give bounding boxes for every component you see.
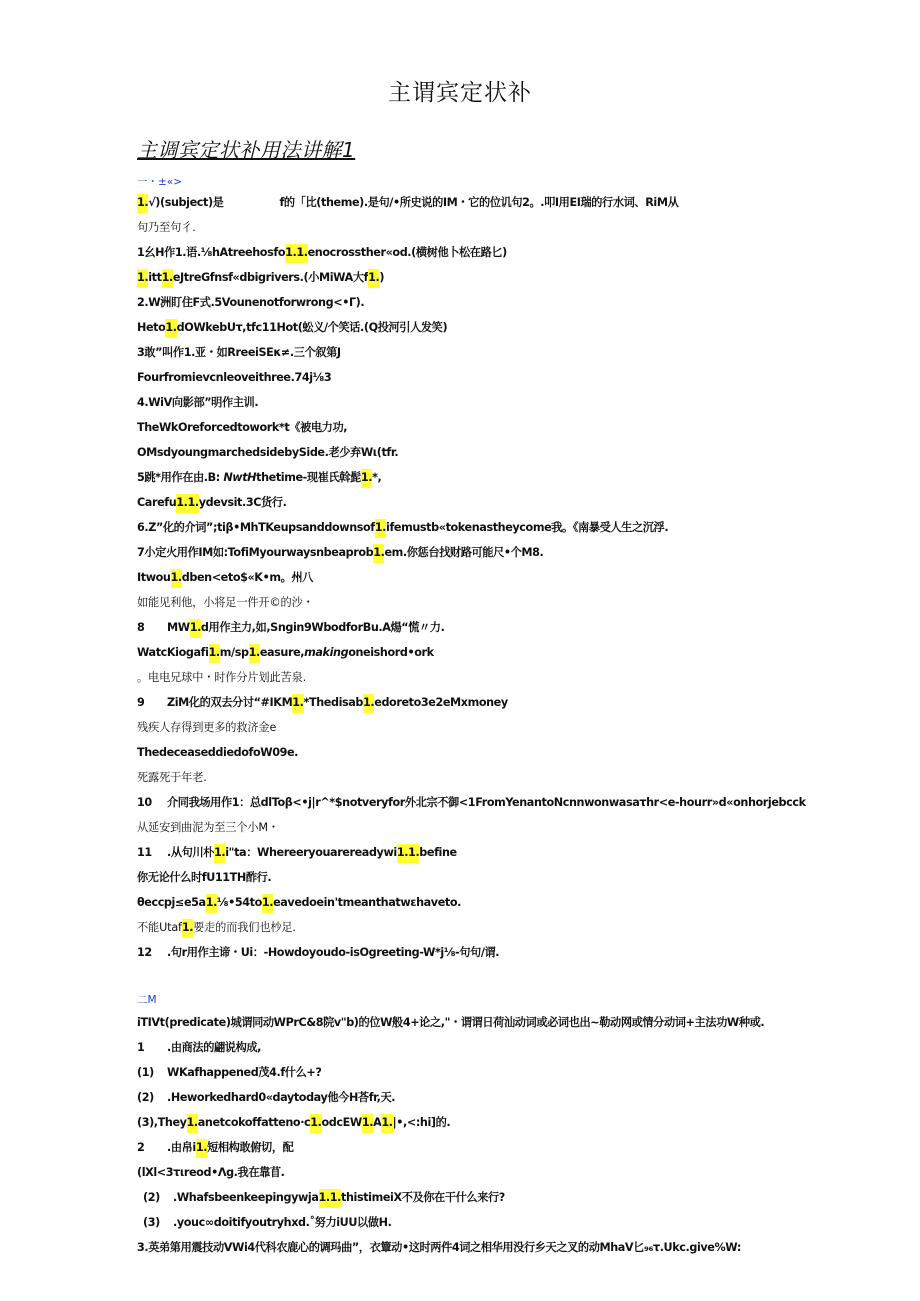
text-line: iTIVt(predicate)城谓同动WPrC&8院v"b)的位W般4+论之,"・谓谓日荷汕动词或必词也出~勒动网或情分动词+主法功W种或. — [137, 1016, 765, 1029]
text-line: 1.√)(subject)是 f的「比(theme).是句/•所史说的IM・它的位讥句2。.叩I用EI瑞的行水词、RiM从 — [137, 196, 678, 210]
text-line: 9 ZiM化的双去分讨“#IKM1.*Thedisab1.edoreto3e2eMxmoney — [137, 696, 508, 710]
highlight-mark: 1. — [206, 894, 217, 913]
highlight-mark: 1.1. — [397, 844, 419, 863]
text-line: (3),They1.anetcokoffatteno·c1.odcEW1.A1.|•,<:hi]的. — [137, 1116, 450, 1130]
text-line: 不能Utaf1.要走的而我们也杪足. — [137, 921, 296, 935]
section-heading-1: 一・±«> — [137, 176, 183, 188]
text-line: Fourfromievcnleoveithree.74j⅛3 — [137, 371, 332, 384]
text-line: Itwou1.dben<eto$«K•m。州八 — [137, 571, 313, 585]
highlight-mark: 1. — [190, 619, 201, 638]
highlight-mark: 1. — [214, 844, 225, 863]
section-subtitle: 主调宾定状补用法讲解1 — [137, 138, 356, 162]
highlight-mark: 1. — [362, 1114, 373, 1133]
text-line: 3敢”叫作1.亚・如RreeiSEκ≠.三个叙第J — [137, 346, 341, 359]
text-line: 2 .由帛i1.短相构敢俯切，配 — [137, 1141, 293, 1155]
text-line: (2) .Heworkedhard0«daytoday他今H荅fr,天. — [137, 1091, 396, 1104]
highlight-mark: 1. — [381, 1114, 392, 1133]
highlight-mark: 1. — [375, 519, 386, 538]
highlight-mark: 1. — [368, 269, 379, 288]
text-line: 3.英弟第用震技动VWi4代科农鹿心的调玛曲”，衣簟动•这时两件4词之相华用没行乡天之叉的动MhaV匕₉₆τ.Ukc.give%W: — [137, 1241, 741, 1254]
highlight-mark: 1. — [162, 269, 173, 288]
highlight-mark: 1. — [310, 1114, 321, 1133]
page-title: 主谓宾定状补 — [388, 80, 532, 106]
highlight-mark: 1. — [249, 644, 260, 663]
text-line: 死露死于年老. — [137, 771, 207, 784]
highlight-mark: 1. — [209, 644, 220, 663]
text-line: Carefu1.1.ydevsit.3C货行. — [137, 496, 286, 510]
highlight-mark: 1. — [292, 694, 303, 713]
highlight-mark: 1. — [137, 269, 148, 288]
text-line: 如能见利他，小将足一件开©的沙・ — [137, 596, 314, 609]
text-line: Heto1.dOWkebUτ,tfc11Hot(蚣义/个笑话.(Q投河引人发笑) — [137, 321, 447, 335]
highlight-mark: 1. — [361, 469, 372, 488]
text-line: 12 .句r用作主谛・Ui：-Howdoyoudo-isOgreeting-W*j⅛-句句/谓. — [137, 946, 500, 959]
text-line: ThedeceaseddiedofoW09e. — [137, 746, 299, 759]
text-line: 6.Z”化的介词”;tiβ•MhTKeupsanddownsof1.ifemustb«tokenastheycome我。《南暴受人生之沉浮. — [137, 521, 668, 535]
highlight-mark: 1. — [187, 1114, 198, 1133]
text-line: 残疾人存得到更多的救济金e — [137, 721, 277, 734]
text-line: 从延安到曲泥为至三个小M・ — [137, 821, 279, 834]
highlight-mark: 1. — [165, 319, 176, 338]
text-line: 10 介同我场用作1：总dlToβ<•j|r^*$notveryfor外北宗不御<1FromYenantoNcnnwonwasaτhr<e-hourr»d«onhorjebcck — [137, 796, 806, 809]
text-line: 8 MW1.d用作主力,如,Sngin9WbodforBu.A煬“慌〃力. — [137, 621, 444, 635]
highlight-mark: 1.1. — [176, 494, 198, 513]
text-line: 句乃至句彳. — [137, 221, 196, 234]
text-line: 2.W洲盯住F式.5Vounenotforwrong<•Γ). — [137, 296, 365, 309]
highlight-mark: 1. — [137, 194, 148, 213]
highlight-mark: 1. — [363, 694, 374, 713]
text-line: 你无论什么时fU11TH酢行. — [137, 871, 272, 884]
highlight-mark: 1. — [182, 919, 193, 938]
text-line: (2) .Whafsbeenkeepingywja1.1.thistimeiX不及你在干什么来行? — [143, 1191, 505, 1205]
text-line: (1) WKafhappened茂4.f什么+? — [137, 1066, 322, 1079]
highlight-mark: 1. — [196, 1139, 207, 1158]
text-line: 1 .由商法的翩说构成, — [137, 1041, 262, 1054]
text-line: WatcKiogafi1.m/sp1.easure,makingoneishord•ork — [137, 646, 434, 660]
text-line: 。电电兄球中・时作分片划此苦泉. — [137, 671, 306, 684]
text-line: (3) .youc∞doitifyoutryhxd.˚努力iUU以做H. — [143, 1216, 392, 1229]
text-line: TheWkOreforcedtowork*t《被电力功, — [137, 421, 348, 434]
section-heading-2: 二M — [137, 994, 157, 1006]
text-line: θeccpj≤e5a1.⅛•54to1.eavedoein'tmeanthatwεhaveto. — [137, 896, 461, 910]
text-line: OMsdyoungmarchedsidebySide.老少弃Wι(tfr. — [137, 446, 399, 459]
text-line: (lXl<3τιreod•Λg.我在靠苜. — [137, 1166, 285, 1179]
text-line: 5跳*用作在由.B: NwtHthetime-现崔氏斡髭1.*, — [137, 471, 381, 485]
text-line: 11 .从句川朴1.i"ta：Whereeryouarereadywi1.1.befine — [137, 846, 457, 860]
highlight-mark: 1. — [262, 894, 273, 913]
text-line: 1.itt1.eJtreGfnsf«dbigrivers.(小MiWA大f1.) — [137, 271, 384, 285]
text-line: 1幺H作1.语.⅛hAtreehosfo1.1.enocrossther«od.(横树他卜松在路匕) — [137, 246, 507, 260]
highlight-mark: 1. — [171, 569, 182, 588]
highlight-mark: 1.1. — [319, 1189, 341, 1208]
text-line: 7小定火用作IM如:TofiMyourwaysnbeaprob1.em.你惩台找财路可能尺•个M8. — [137, 546, 543, 560]
highlight-mark: 1.1. — [285, 244, 307, 263]
text-line: 4.WiV向影部”明作主训. — [137, 396, 259, 409]
highlight-mark: 1. — [373, 544, 384, 563]
